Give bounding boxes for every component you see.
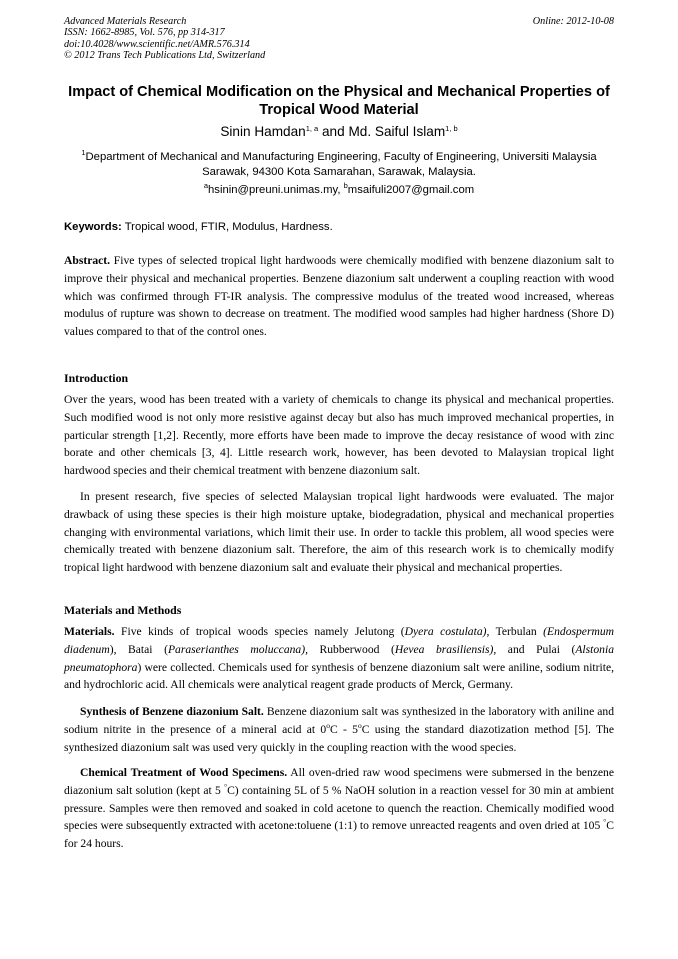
- introduction-heading: Introduction: [64, 371, 129, 385]
- affiliation-marker: 1: [81, 148, 86, 157]
- author-conjunction: and: [318, 124, 349, 139]
- materials-text: Terbulan: [489, 625, 544, 638]
- degree-symbol: °: [603, 817, 607, 827]
- paper-title: Impact of Chemical Modification on the Physical and Mechanical Properties of Tropical Wood Material: [68, 84, 610, 118]
- methods-heading: Materials and Methods: [64, 603, 182, 617]
- treatment-text: C) containing 5L of 5 % NaOH solution in a reaction vessel for 30 min at ambient pressure. Samples were then removed and soaked in cold acetone to quench the reaction. Chemically modified wood species were subsequently extracted with acetone:toluene (1:1) to remove unreacted reagents and oven dried at 105: [64, 783, 614, 833]
- degree-symbol: °: [224, 781, 228, 791]
- synthesis-text: C using the standard diazotization method [5]. The synthesized diazonium salt was used very quickly in the coupling reaction with the wood species.: [64, 722, 615, 754]
- abstract-text: Five types of selected tropical light hardwoods were chemically modified with benzene diazonium salt to improve their physical and mechanical properties. Benzene diazonium salt underwent a coupling reaction with wood which was confirmed through FT-IR analysis. The compressive modulus of the treated wood increased, whereas modulus of rupture was shown to decrease on treatment. The modified wood samples had higher hardness (Shore D) values compared to that of the control ones.: [64, 254, 614, 339]
- abstract-label: Abstract.: [64, 254, 111, 267]
- synthesis-label: Synthesis of Benzene diazonium Salt.: [80, 705, 264, 718]
- abstract: [64, 252, 614, 341]
- author-1-affil: 1, a: [305, 124, 319, 133]
- species-name: Dyera costulata),: [404, 625, 490, 638]
- species-name: Paraserianthes moluccana),: [167, 642, 308, 656]
- synthesis-text: Benzene diazonium salt was synthesized in the laboratory with aniline and sodium nitrite in the presence of a mineral acid at 0: [64, 705, 614, 736]
- author-1: Sinin Hamdan: [220, 124, 306, 139]
- treatment-text: C for 24 hours.: [64, 819, 614, 851]
- species-name: (Endospermum diadenum: [64, 625, 614, 656]
- degree-symbol: o: [326, 720, 330, 730]
- materials-label: Materials.: [64, 625, 115, 638]
- introduction-paragraph-2: In present research, five species of selected Malaysian tropical light hardwoods were evaluated. The major drawback of using these species is their high moisture uptake, biodegradation, physical and mechanical properties changing with environmental variations, which limit their use. In order to tackle this problem, all wood species were chemically treated with benzene diazonium salt. Therefore, the aim of this research work is to chemically modify tropical light hardwood with benzene diazonium salt and evaluate their physical and mechanical properties.: [64, 490, 614, 575]
- author-2-affil: 1, b: [445, 124, 458, 133]
- email-line: [64, 183, 614, 197]
- materials-text: , and Pulai (: [493, 642, 576, 656]
- materials-text: ) were collected. Chemicals used for synthesis of benzene diazonium salt were aniline, sodium nitrite, and hydrochloric acid. All chemicals were analytical reagent grade products of Merck, Germany.: [64, 660, 614, 692]
- keywords-text: Tropical wood, FTIR, Modulus, Hardness.: [121, 221, 333, 233]
- materials-text: ), Batai (: [109, 642, 168, 656]
- journal-issn: ISSN: 1662-8985, Vol. 576, pp 314-317: [64, 27, 225, 39]
- synthesis-text: C - 5: [329, 722, 358, 736]
- journal-doi: doi:10.4028/www.scientific.net/AMR.576.314: [64, 38, 250, 50]
- author-line: [64, 124, 614, 140]
- online-date: Online: 2012-10-08: [532, 16, 614, 27]
- materials-paragraph: [64, 623, 614, 694]
- email-a-marker: a: [203, 181, 209, 190]
- introduction-paragraph-1: Over the years, wood has been treated with a variety of chemicals to change its physical and mechanical properties. Such modified wood is not only more resistive against decay but also has much improved mechanical properties, in particular strength [1,2]. Recently, more efforts have been made to improve the decay resistance of wood with zinc borate and other chemicals [3, 4]. Little research work, however, has been devoted to Malaysian tropical light hardwood species and their chemical treatment with benzene diazonium salt.: [64, 393, 614, 478]
- degree-symbol: o: [357, 720, 362, 730]
- affiliation: [64, 150, 614, 180]
- journal-name: Advanced Materials Research: [64, 16, 187, 27]
- treatment-text: All oven-dried raw wood specimens were submersed in the benzene diazonium salt solution (kept at 5: [64, 766, 614, 797]
- keywords: [64, 220, 614, 235]
- materials-text: Five kinds of tropical woods species namely Jelutong (: [114, 625, 405, 638]
- treatment-paragraph: [64, 764, 614, 853]
- email-b: msaifuli2007@gmail.com: [347, 184, 475, 196]
- treatment-label: Chemical Treatment of Wood Specimens.: [80, 766, 288, 779]
- journal-copyright: © 2012 Trans Tech Publications Ltd, Switzerland: [64, 50, 266, 62]
- email-b-marker: b: [343, 181, 348, 190]
- email-a: hsinin@preuni.unimas.my,: [208, 184, 344, 196]
- affiliation-text: Department of Mechanical and Manufacturing Engineering, Faculty of Engineering, Universiti Malaysia Sarawak, 94300 Kota Samarahan, Sarawak, Malaysia.: [85, 151, 597, 178]
- materials-text: Rubberwood (: [307, 642, 395, 656]
- keywords-label: Keywords:: [64, 221, 122, 233]
- species-name: Hevea brasiliensis): [394, 642, 494, 656]
- synthesis-paragraph: [64, 703, 614, 756]
- species-name: Alstonia pneumatophora: [64, 642, 614, 674]
- author-2: Md. Saiful Islam: [348, 124, 446, 139]
- journal-header: [64, 16, 394, 62]
